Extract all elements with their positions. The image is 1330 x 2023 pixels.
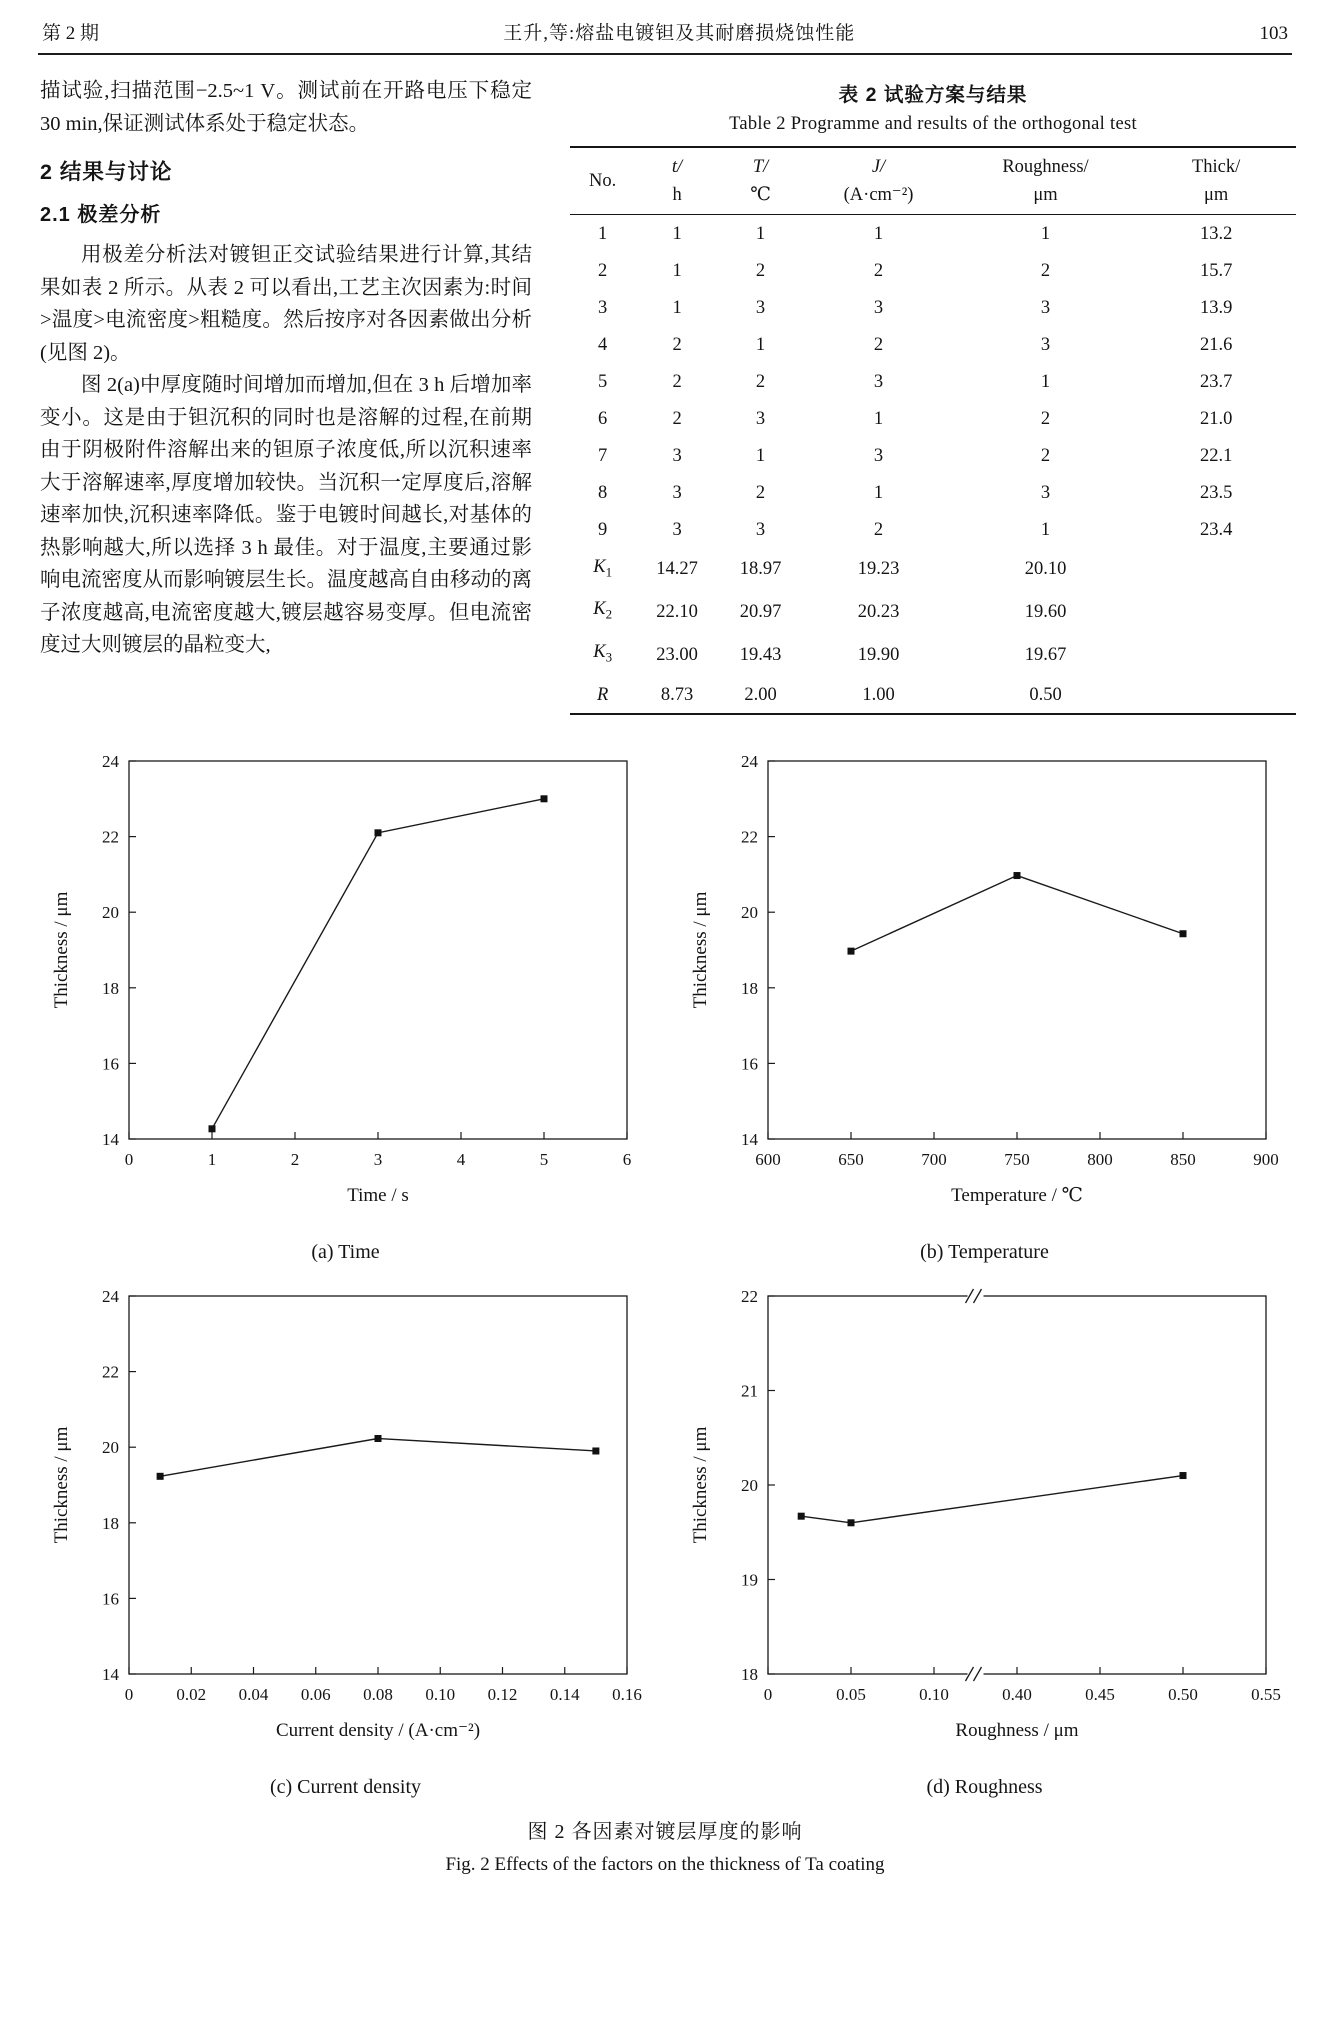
orthogonal-table [570, 146, 1296, 715]
x-tick-label: 0.16 [611, 1685, 642, 1705]
y-tick-label: 14 [740, 1130, 758, 1150]
table-cell: 2 [1040, 260, 1051, 281]
y-tick-label: 18 [101, 978, 119, 998]
column-header: Thick/ μm [1191, 157, 1241, 205]
x-tick-label: 3 [373, 1150, 382, 1170]
table-cell: 1 [873, 223, 884, 244]
x-tick-label: 6 [622, 1150, 631, 1170]
data-point-marker [374, 1435, 381, 1442]
table-cell: 3 [873, 445, 884, 466]
y-tick-label: 24 [740, 752, 758, 772]
table-cell: 2 [672, 371, 682, 392]
data-point-marker [1179, 1472, 1186, 1479]
table-row [570, 474, 1296, 511]
y-tick-label: 22 [101, 1362, 119, 1382]
table-cell: 15.7 [1199, 260, 1233, 281]
column-header: t/ h [671, 157, 683, 205]
data-point-marker [797, 1513, 804, 1520]
y-tick-label: 14 [101, 1130, 119, 1150]
chart-temperature-subtitle: (b) Temperature [920, 1241, 1049, 1264]
x-tick-label: 700 [920, 1150, 947, 1170]
x-tick-label: 0.12 [487, 1685, 517, 1705]
table-cell: 13.9 [1199, 297, 1233, 318]
y-tick-label: 19 [740, 1570, 758, 1590]
table-cell: 19.43 [739, 644, 782, 665]
data-point-marker [374, 829, 381, 836]
plot-frame [768, 1296, 1266, 1674]
page-header [0, 0, 1330, 53]
table-cell: 6 [598, 408, 608, 429]
column-header: J/ (A·cm⁻²) [843, 157, 914, 205]
table-row [570, 511, 1296, 548]
x-axis-label: Current density / (A·cm⁻²) [275, 1720, 480, 1742]
y-tick-label: 20 [101, 1438, 119, 1458]
chart-current-density [41, 1276, 651, 1799]
y-tick-label: 18 [740, 978, 758, 998]
x-tick-label: 850 [1169, 1150, 1196, 1170]
table-cell: 3 [672, 445, 682, 466]
x-tick-label: 900 [1252, 1150, 1279, 1170]
chart-roughness-subtitle: (d) Roughness [926, 1776, 1043, 1799]
chart-time [41, 741, 651, 1264]
y-tick-label: 20 [740, 903, 758, 923]
table-cell: 3 [873, 371, 884, 392]
y-tick-label: 18 [740, 1665, 758, 1685]
data-point-marker [540, 795, 547, 802]
data-point-marker [847, 1519, 854, 1526]
table-cell [1136, 591, 1296, 634]
orthogonal-table-head [570, 147, 1296, 215]
chart-roughness-canvas [680, 1276, 1290, 1776]
table-cell: 0.50 [1029, 684, 1062, 705]
x-tick-label: 0.10 [424, 1685, 455, 1705]
x-tick-label: 0 [763, 1685, 772, 1705]
table-cell: 22.10 [656, 602, 698, 623]
journal-issue: 第 2 期 [42, 23, 100, 44]
figure-charts [0, 741, 1330, 1799]
table-cell: 2 [598, 260, 608, 281]
table-cell: 2 [873, 334, 884, 355]
table-stat-row [570, 591, 1296, 634]
table-cell: 3 [755, 519, 766, 540]
table-cell: 20.10 [1024, 559, 1067, 580]
x-tick-label: 1 [207, 1150, 216, 1170]
table-cell: 20.23 [857, 602, 900, 623]
table-column [570, 75, 1296, 715]
x-tick-label: 0.04 [238, 1685, 268, 1705]
figure-caption-en: Fig. 2 Effects of the factors on the thickness of Ta coating [445, 1854, 885, 1876]
x-tick-label: 0.50 [1167, 1685, 1198, 1705]
y-axis-label: Thickness / μm [689, 891, 711, 1009]
subsection-heading: 2.1 极差分析 [40, 203, 162, 226]
table-row [570, 326, 1296, 363]
table-cell: 2 [755, 260, 766, 281]
plot-frame [129, 761, 627, 1139]
table-cell: 2 [1040, 408, 1051, 429]
chart-temperature [680, 741, 1290, 1264]
table-cell: 1 [672, 223, 682, 244]
table-cell: 3 [1040, 334, 1051, 355]
x-tick-label: 5 [539, 1150, 548, 1170]
y-tick-label: 24 [101, 752, 119, 772]
x-axis-label: Roughness / μm [954, 1720, 1079, 1742]
y-axis-label: Thickness / μm [50, 891, 72, 1009]
data-point-marker [1013, 872, 1020, 879]
table-cell: 19.90 [857, 644, 900, 665]
text-column [40, 75, 532, 662]
orthogonal-table-body [570, 215, 1296, 715]
table-title-en: Table 2 Programme and results of the orthogonal test [729, 114, 1137, 134]
x-tick-label: 0 [124, 1150, 133, 1170]
table-cell: 1 [755, 334, 766, 355]
chart-roughness [680, 1276, 1290, 1799]
table-cell: 1 [1040, 223, 1051, 244]
x-tick-label: 0.05 [835, 1685, 866, 1705]
table-cell: 1 [598, 223, 608, 244]
table-cell: 20.97 [739, 602, 782, 623]
table-stat-row [570, 676, 1296, 714]
table-cell: 18.97 [739, 559, 782, 580]
y-axis-label: Thickness / μm [689, 1426, 711, 1544]
table-cell: 5 [598, 371, 608, 392]
y-tick-label: 14 [101, 1665, 119, 1685]
table-cell: 2.00 [744, 684, 777, 705]
data-line [212, 799, 544, 1129]
table-cell: 1 [755, 445, 766, 466]
table-cell: 1 [1040, 519, 1051, 540]
x-axis-label: Temperature / ℃ [950, 1185, 1083, 1207]
x-tick-label: 0.14 [549, 1685, 580, 1705]
table-cell: 3 [598, 297, 608, 318]
table-cell: 8 [598, 482, 608, 503]
table-cell: 2 [755, 482, 766, 503]
stat-label: $K_3$ [593, 641, 613, 665]
x-tick-label: 4 [456, 1150, 465, 1170]
table-stat-row [570, 548, 1296, 591]
stat-label: $K_2$ [593, 599, 613, 622]
data-line [851, 876, 1183, 952]
table-cell: 23.00 [656, 644, 698, 665]
x-tick-label: 0.10 [918, 1685, 949, 1705]
chart-current-density-canvas [41, 1276, 651, 1776]
table-cell: 2 [873, 519, 884, 540]
table-cell: 3 [873, 297, 884, 318]
data-point-marker [847, 948, 854, 955]
y-tick-label: 16 [101, 1589, 119, 1609]
stat-label: $K_1$ [593, 556, 613, 580]
table-cell: 2 [672, 334, 682, 355]
data-point-marker [156, 1473, 163, 1480]
table-cell: 19.60 [1024, 602, 1067, 623]
table-cell [1136, 633, 1296, 676]
x-tick-label: 0.45 [1084, 1685, 1115, 1705]
paragraph-continuation: 描试验,扫描范围−2.5~1 V。测试前在开路电压下稳定 30 min,保证测试体系处于稳定状态。 [40, 80, 532, 135]
table-cell [1136, 548, 1296, 591]
table-cell: 9 [598, 519, 608, 540]
table-cell [1136, 676, 1296, 714]
chart-time-subtitle: (a) Time [311, 1241, 380, 1264]
table-cell: 1 [755, 223, 766, 244]
stat-label: R [597, 684, 609, 705]
table-cell: 1 [672, 297, 682, 318]
table-cell: 22.1 [1199, 445, 1233, 466]
x-tick-label: 800 [1086, 1150, 1113, 1170]
table-cell: 3 [672, 519, 682, 540]
data-point-marker [1179, 930, 1186, 937]
table-cell: 3 [755, 408, 766, 429]
table-cell: 1 [873, 482, 884, 503]
table-cell: 21.0 [1199, 408, 1233, 429]
content-columns [0, 55, 1330, 715]
table-cell: 4 [598, 334, 608, 355]
paragraph: 用极差分析法对镀钽正交试验结果进行计算,其结果如表 2 所示。从表 2 可以看出,工艺主次因素为:时间>温度>电流密度>粗糙度。然后按序对各因素做出分析(见图 2)。 [40, 244, 532, 364]
x-axis-label: Time / s [346, 1185, 409, 1207]
page-number: 103 [1259, 23, 1288, 44]
running-title: 王升,等:熔盐电镀钽及其耐磨损烧蚀性能 [503, 23, 856, 44]
figure-caption-zh: 图 2 各因素对镀层厚度的影响 [527, 1821, 803, 1844]
table-cell: 2 [672, 408, 682, 429]
x-tick-label: 650 [837, 1150, 864, 1170]
table-cell: 7 [598, 445, 608, 466]
x-tick-label: 600 [754, 1150, 781, 1170]
x-tick-label: 0.55 [1250, 1685, 1281, 1705]
table-cell: 3 [1040, 482, 1051, 503]
table-cell: 1.00 [862, 684, 895, 705]
y-tick-label: 16 [101, 1054, 119, 1074]
y-tick-label: 22 [740, 827, 758, 847]
data-point-marker [208, 1125, 215, 1132]
table-cell: 1 [873, 408, 884, 429]
column-header: No. [589, 171, 617, 191]
x-tick-label: 0.40 [1001, 1685, 1032, 1705]
section-heading: 2 结果与讨论 [40, 160, 173, 184]
x-tick-label: 0 [124, 1685, 133, 1705]
x-tick-label: 0.02 [175, 1685, 206, 1705]
chart-temperature-canvas [680, 741, 1290, 1241]
table-cell: 1 [672, 260, 682, 281]
data-line [160, 1439, 596, 1477]
y-tick-label: 18 [101, 1513, 119, 1533]
table-row [570, 289, 1296, 326]
table-row [570, 363, 1296, 400]
y-tick-label: 16 [740, 1054, 758, 1074]
x-tick-label: 750 [1003, 1150, 1030, 1170]
table-cell: 3 [1040, 297, 1051, 318]
table-cell: 21.6 [1199, 334, 1233, 355]
y-tick-label: 24 [101, 1287, 119, 1307]
table-cell: 3 [755, 297, 766, 318]
table-row [570, 437, 1296, 474]
table-cell: 13.2 [1199, 223, 1233, 244]
table-row [570, 215, 1296, 253]
x-tick-label: 2 [290, 1150, 299, 1170]
table-cell: 2 [755, 371, 766, 392]
table-cell: 14.27 [656, 559, 698, 580]
paragraph: 图 2(a)中厚度随时间增加而增加,但在 3 h 后增加率变小。这是由于钽沉积的同时也是溶解的过程,在前期由于阴极附件溶解出来的钽原子浓度低,所以沉积速率大于溶解速率,厚度增加较快。当沉积一定厚度后,溶解速率加快,沉积速率降低。鉴于电镀时间越长,对基体的热影响越大,所以选择 3 h 最佳。对于温度,主要通过影响电流密度从而影响镀层生长。温度越高自由移动的离子浓度越高,电流密度越大,镀层越容易变厚。但电流密度过大则镀层的晶粒变大, [40, 374, 532, 656]
table-cell: 2 [1040, 445, 1051, 466]
table-cell: 3 [672, 482, 682, 503]
table-cell: 23.4 [1199, 519, 1233, 540]
y-axis-label: Thickness / μm [50, 1426, 72, 1544]
column-header: T/ ℃ [750, 157, 771, 205]
table-row [570, 252, 1296, 289]
data-line [801, 1476, 1183, 1523]
table-cell: 2 [873, 260, 884, 281]
table-cell: 23.7 [1199, 371, 1233, 392]
plot-frame [768, 761, 1266, 1139]
column-header: Roughness/ μm [1002, 157, 1089, 205]
table-cell: 1 [1040, 371, 1051, 392]
y-tick-label: 20 [740, 1476, 758, 1496]
chart-time-canvas [41, 741, 651, 1241]
table-title-zh: 表 2 试验方案与结果 [838, 84, 1028, 106]
y-tick-label: 22 [101, 827, 119, 847]
x-tick-label: 0.06 [300, 1685, 331, 1705]
table-stat-row [570, 633, 1296, 676]
table-cell: 19.23 [857, 559, 900, 580]
table-row [570, 400, 1296, 437]
table-header-row [570, 147, 1296, 215]
y-tick-label: 20 [101, 903, 119, 923]
data-point-marker [592, 1448, 599, 1455]
y-tick-label: 21 [740, 1381, 758, 1401]
table-cell: 19.67 [1024, 644, 1067, 665]
table-cell: 23.5 [1199, 482, 1233, 503]
plot-frame [129, 1296, 627, 1674]
x-tick-label: 0.08 [362, 1685, 393, 1705]
chart-current-density-subtitle: (c) Current density [269, 1776, 422, 1799]
y-tick-label: 22 [740, 1287, 758, 1307]
table-cell: 8.73 [660, 684, 694, 705]
